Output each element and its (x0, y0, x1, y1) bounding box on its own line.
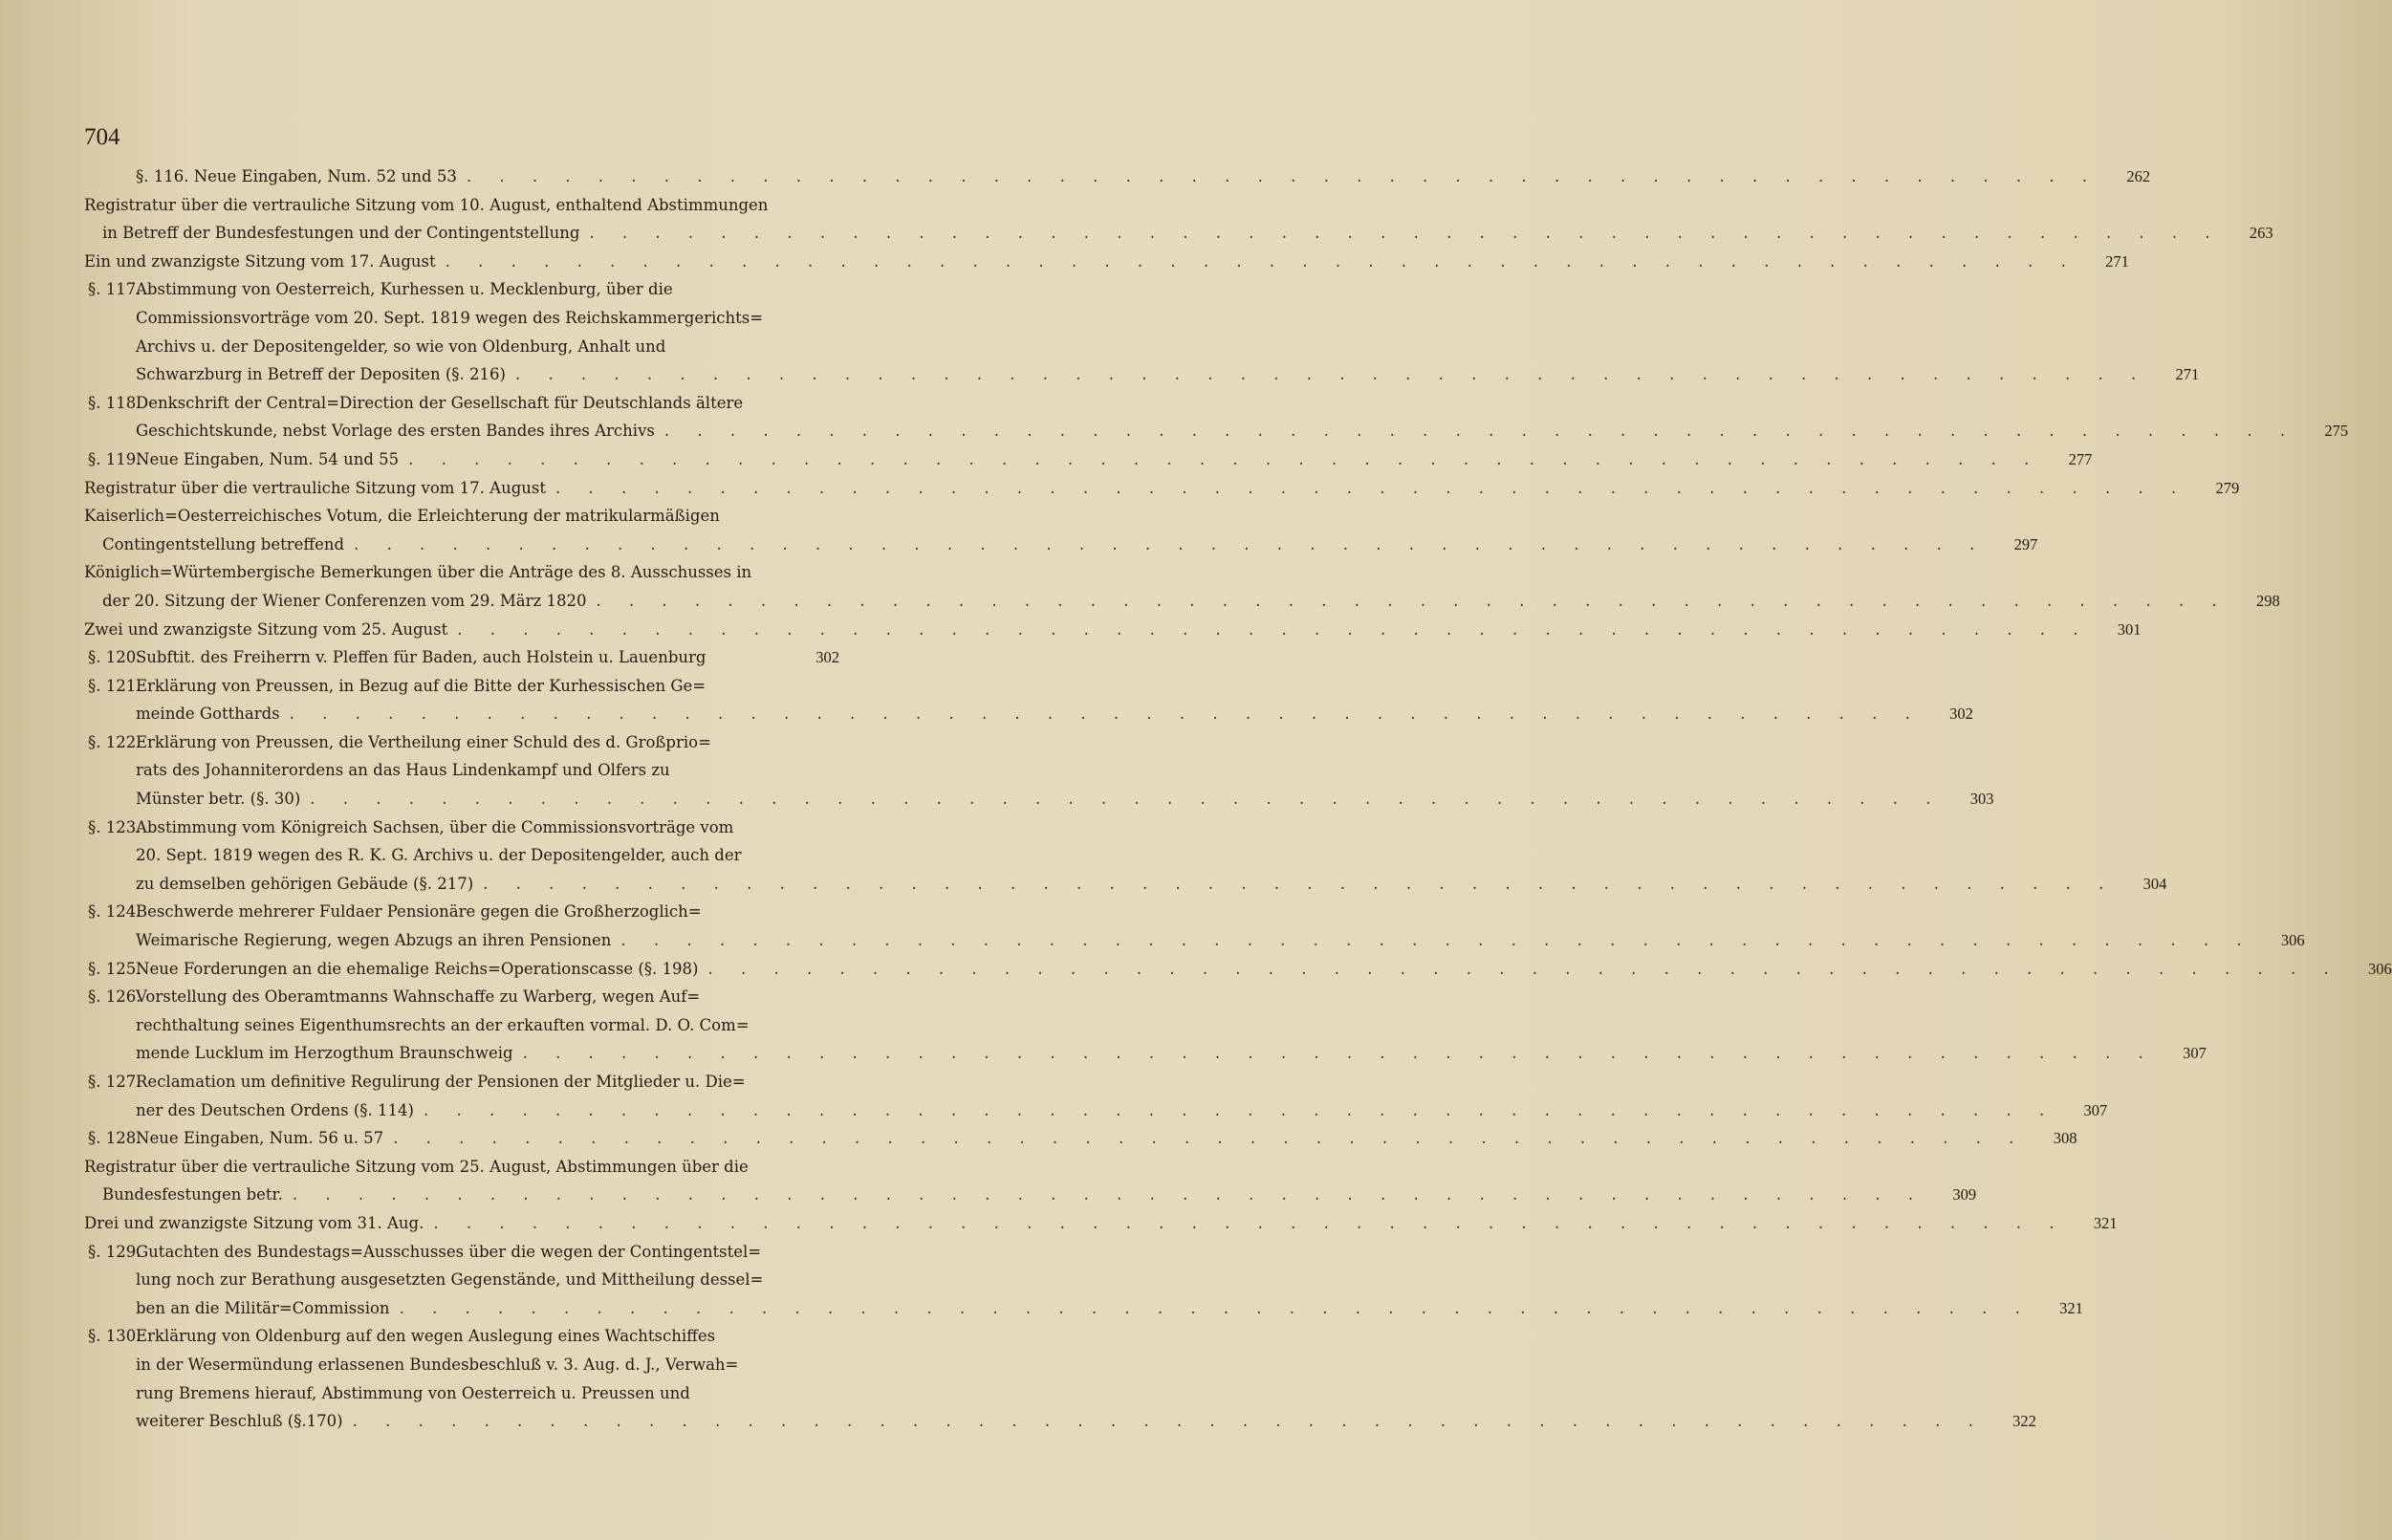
toc-entry (84, 672, 1973, 728)
page-reference: 263 (2249, 224, 2273, 243)
table-of-contents (84, 163, 2392, 1436)
dot-leader (473, 870, 2115, 899)
dot-leader (513, 1039, 2155, 1068)
page-reference: 301 (2117, 619, 2142, 639)
toc-entry (84, 898, 2305, 954)
entry-line: Registratur über die vertrauliche Sitzung vom 10. August, enthaltend Abstimmungen (84, 195, 769, 214)
entry-line: Subftit. des Freiherrn v. Pleffen für Baden, auch Holstein u. Lauenburg (136, 648, 707, 667)
toc-entry (84, 983, 2207, 1068)
section-number: §. 127. (88, 1073, 141, 1091)
entry-text (136, 1322, 1998, 1435)
section-number: §. 129. (88, 1242, 141, 1261)
entry-text (136, 983, 2168, 1068)
entry-line: Weimarische Regierung, wegen Abzugs an ihren Pensionen . . . (136, 926, 2253, 955)
entry-line: Registratur über die vertrauliche Sitzung vom 17. August . . . (84, 474, 2187, 503)
page-reference: 322 (2012, 1412, 2036, 1431)
entry-text (136, 445, 2054, 474)
toc-entry (84, 1124, 2077, 1153)
dot-leader (579, 219, 2221, 248)
entry-line: ner des Deutschen Ordens (§. 114) . . . (136, 1096, 2055, 1125)
toc-entry (84, 558, 2280, 615)
dot-leader (447, 616, 2089, 644)
entry-text (136, 1124, 2038, 1153)
entry-line: Erklärung von Oldenburg auf den wegen Auslegung eines Wachtschiffes (136, 1327, 716, 1346)
toc-entry (84, 643, 839, 672)
entry-text (136, 898, 2267, 954)
entry-line: rechthaltung seines Eigenthumsrechts an der erkauften vormal. D. O. Com= (136, 1015, 750, 1034)
page-reference: 279 (2215, 478, 2240, 497)
entry-line: Reclamation um definitive Regulirung der Pensionen der Mitglieder u. Die= (136, 1073, 746, 1091)
entry-line: zu demselben gehörigen Gebäude (§. 217) . . . (136, 870, 2115, 899)
page-reference: 302 (815, 648, 839, 667)
toc-entry (84, 502, 2038, 558)
dot-leader (424, 1209, 2065, 1238)
toc-entry (84, 728, 1994, 813)
page-reference: 308 (2053, 1129, 2077, 1148)
page-reference: 275 (2324, 422, 2349, 441)
page-reference: 297 (2013, 534, 2038, 553)
dot-leader (546, 474, 2187, 503)
entry-line: 20. Sept. 1819 wegen des R. K. G. Archivs u. der Depositengelder, auch der (136, 846, 742, 865)
entry-line: ben an die Militär=Commission . . . (136, 1294, 2032, 1323)
entry-line: Abstimmung vom Königreich Sachsen, über die Commissionsvorträge vom (136, 817, 734, 836)
toc-entry (84, 616, 2142, 644)
page-reference: 307 (2183, 1044, 2207, 1063)
toc-entry (84, 1209, 2118, 1238)
entry-text (84, 502, 1999, 558)
entry-line: Neue Eingaben, Num. 54 und 55 . . . (136, 445, 2040, 474)
dot-leader (457, 163, 2098, 191)
dot-leader (414, 1096, 2055, 1125)
dot-leader (344, 531, 1986, 559)
entry-line: Münster betr. (§. 30) . . . (136, 785, 1943, 813)
section-number: §. 121. (88, 676, 141, 695)
dot-leader (698, 955, 2339, 984)
entry-line: Denkschrift der Central=Direction der Gesellschaft für Deutschlands ältere (136, 393, 744, 412)
entry-line: Kaiserlich=Oesterreichisches Votum, die Erleichterung der matrikularmäßigen (84, 507, 720, 526)
toc-entry (84, 1068, 2108, 1124)
entry-line: Commissionsvorträge vom 20. Sept. 1819 wegen des Reichskammergerichts= (136, 308, 764, 327)
toc-entry (84, 389, 2349, 445)
dot-leader (586, 587, 2228, 616)
page-reference: 271 (2175, 365, 2200, 384)
toc-entry (84, 813, 2167, 899)
entry-text (136, 813, 2128, 899)
entry-line: Erklärung von Preussen, die Vertheilung einer Schuld des d. Großprio= (136, 732, 711, 751)
page-reference: 277 (2068, 449, 2093, 468)
page-reference: 306 (2280, 931, 2305, 950)
dot-leader (300, 785, 1942, 813)
section-number: §. 120. (88, 648, 141, 667)
entry-line: Ein und zwanzigste Sitzung vom 17. August . . . (84, 248, 2077, 276)
toc-entry (84, 1322, 2036, 1435)
entry-line: meinde Gotthards . . . (136, 700, 1922, 728)
page-reference: 262 (2126, 167, 2151, 185)
entry-line: rats des Johanniterordens an das Haus Lindenkampf und Olfers zu (136, 761, 670, 780)
entry-line: Beschwerde mehrerer Fuldaer Pensionäre gegen die Großherzoglich= (136, 902, 702, 922)
toc-entry (84, 445, 2093, 474)
entry-line: Vorstellung des Oberamtmanns Wahnschaffe zu Warberg, wegen Auf= (136, 987, 701, 1007)
toc-entry (84, 275, 2200, 388)
section-number: §. 123. (88, 817, 141, 836)
entry-text (84, 558, 2242, 615)
toc-entry (84, 1153, 1977, 1209)
toc-entry (84, 474, 2240, 503)
toc-entry (84, 955, 2392, 984)
entry-line: mende Lucklum im Herzogthum Braunschweig . . . (136, 1039, 2155, 1068)
toc-entry (84, 1238, 2083, 1323)
entry-line: Gutachten des Bundestags=Ausschusses über die wegen der Contingentstel= (136, 1242, 762, 1261)
dot-leader (343, 1407, 1985, 1436)
page-reference: 271 (2105, 251, 2129, 271)
dot-leader (399, 445, 2040, 474)
entry-line: Abstimmung von Oesterreich, Kurhessen u. Mecklenburg, über die (136, 280, 673, 299)
section-number: §. 124. (88, 902, 141, 922)
dot-leader (280, 700, 1922, 728)
entry-line: Zwei und zwanzigste Sitzung vom 25. August . . . (84, 616, 2090, 644)
entry-text (84, 616, 2103, 644)
entry-text (136, 389, 2310, 445)
entry-text (84, 474, 2201, 503)
entry-line: Neue Eingaben, Num. 56 u. 57 . . . (136, 1124, 2025, 1153)
dot-leader (390, 1294, 2032, 1323)
dot-leader (506, 360, 2147, 389)
section-number: §. 119. (88, 449, 141, 468)
section-number: §. 130. (88, 1327, 141, 1346)
page-reference: 298 (2255, 591, 2280, 610)
entry-text (84, 1153, 1938, 1209)
dot-leader (611, 926, 2252, 955)
entry-line: in der Wesermündung erlassenen Bundesbeschluß v. 3. Aug. d. J., Verwah= (136, 1355, 739, 1374)
page-reference: 321 (2059, 1298, 2083, 1317)
entry-line: Neue Forderungen an die ehemalige Reichs=Operationscasse (§. 198) . . . (136, 955, 2340, 984)
entry-text (136, 1238, 2045, 1323)
page-reference: 304 (2142, 874, 2167, 893)
section-number: §. 122. (88, 732, 141, 751)
page-number: 704 (84, 124, 120, 150)
section-number: §. 117. (88, 280, 141, 299)
entry-text (136, 728, 1956, 813)
entry-line: Archivs u. der Depositengelder, so wie von Oldenburg, Anhalt und (136, 336, 666, 356)
entry-line: der 20. Sitzung der Wiener Conferenzen vom 29. März 1820 . . . (84, 587, 2229, 616)
entry-line: Erklärung von Preussen, in Bezug auf die Bitte der Kurhessischen Ge= (136, 676, 707, 695)
page-reference: 302 (1949, 705, 1973, 724)
entry-line: Geschichtskunde, nebst Vorlage des ersten Bandes ihres Archivs . . . (136, 417, 2296, 445)
entry-text (84, 191, 2235, 248)
entry-line: Drei und zwanzigste Sitzung vom 31. Aug. . . . (84, 1209, 2066, 1238)
page-reference: 309 (1952, 1185, 1977, 1204)
section-number: §. 118. (88, 393, 141, 412)
entry-line: lung noch zur Berathung ausgesetzten Gegenstände, und Mittheilung dessel= (136, 1270, 764, 1290)
entry-line: Registratur über die vertrauliche Sitzung vom 25. August, Abstimmungen über die (84, 1157, 749, 1176)
entry-line: in Betreff der Bundesfestungen und der Contingentstellung . . . (84, 219, 2222, 248)
entry-text (136, 1068, 2069, 1124)
document-page (84, 124, 2392, 1436)
entry-line: weiterer Beschluß (§.170) . . . (136, 1407, 1985, 1436)
page-reference: 307 (2083, 1100, 2108, 1119)
entry-text (136, 275, 2161, 388)
entry-line: Bundesfestungen betr. . . . (84, 1181, 1924, 1209)
dot-leader (436, 248, 2077, 276)
entry-line: Schwarzburg in Betreff der Depositen (§. 216) . . . (136, 360, 2147, 389)
entry-text (136, 163, 2112, 191)
dot-leader (655, 417, 2296, 445)
section-number: §. 128. (88, 1129, 141, 1148)
toc-entry (84, 248, 2129, 276)
dot-leader (283, 1181, 1924, 1209)
section-number: §. 126. (88, 987, 141, 1007)
entry-line: Königlich=Würtembergische Bemerkungen über die Anträge des 8. Ausschusses in (84, 563, 752, 582)
entry-text (136, 672, 1935, 728)
toc-entry (84, 191, 2273, 248)
section-number: §. 125. (88, 959, 141, 978)
entry-text (136, 955, 2354, 984)
entry-text (84, 248, 2091, 276)
entry-line: rung Bremens hierauf, Abstimmung von Oesterreich u. Preussen und (136, 1383, 690, 1402)
page-reference: 303 (1969, 790, 1994, 809)
entry-line: §. 116. Neue Eingaben, Num. 52 und 53 . . . (136, 163, 2098, 191)
dot-leader (383, 1124, 2025, 1153)
entry-text (84, 1209, 2079, 1238)
page-reference: 306 (2367, 959, 2392, 978)
page-reference: 321 (2093, 1213, 2118, 1232)
toc-entry (84, 163, 2151, 191)
entry-text (136, 643, 801, 672)
entry-line: Contingentstellung betreffend . . . (84, 531, 1986, 559)
